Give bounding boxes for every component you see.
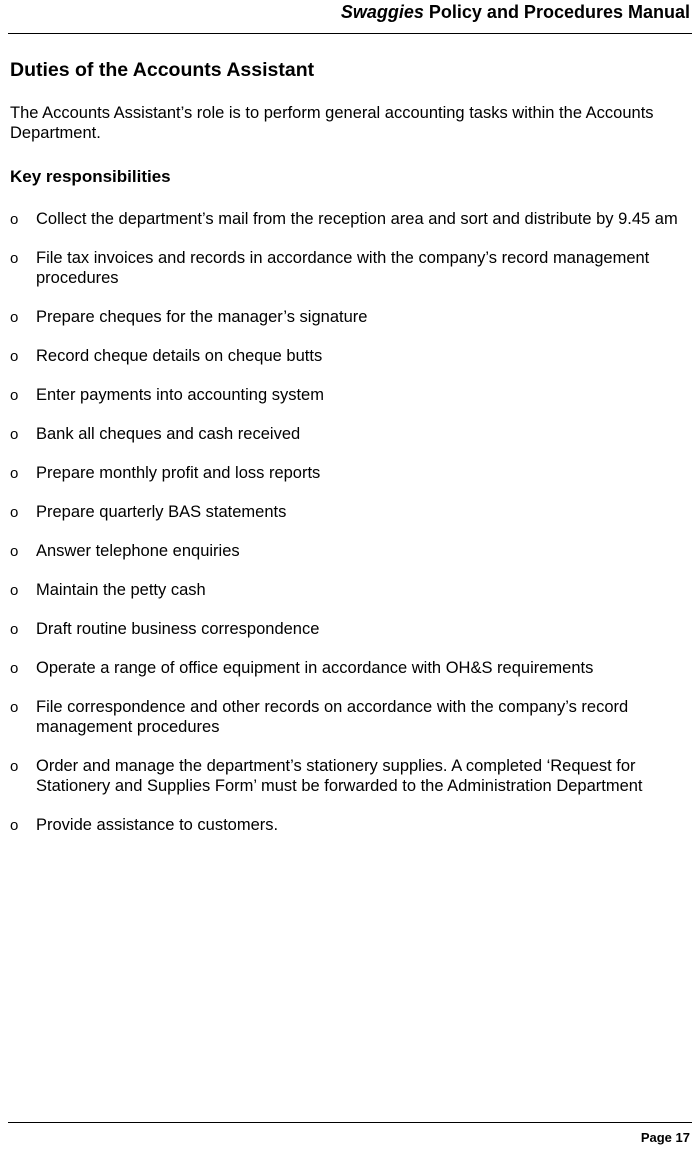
list-item-text: Answer telephone enquiries — [36, 542, 240, 560]
bullet-icon: o — [10, 660, 19, 677]
bullet-icon: o — [10, 504, 19, 521]
list-item — [0, 658, 688, 678]
bullet-icon: o — [10, 387, 19, 404]
bullet-icon: o — [10, 250, 19, 267]
bullet-icon: o — [10, 699, 19, 716]
page-header — [8, 0, 692, 34]
list-item-text: Operate a range of office equipment in accordance with OH&S requirements — [36, 659, 594, 677]
bullet-icon: o — [10, 621, 19, 638]
list-item — [0, 346, 688, 366]
bullet-icon: o — [10, 758, 19, 775]
list-item-text: Collect the department’s mail from the reception area and sort and distribute by 9.45 am — [36, 210, 678, 228]
bullet-icon: o — [10, 211, 19, 228]
list-item — [0, 541, 688, 561]
intro-paragraph: The Accounts Assistant’s role is to perform general accounting tasks within the Accounts Department. — [10, 104, 654, 142]
list-item — [0, 815, 688, 835]
list-item-text: Prepare quarterly BAS statements — [36, 503, 287, 521]
footer-divider — [8, 1122, 692, 1123]
section-heading: Key responsibilities — [10, 167, 171, 186]
page-number: Page 17 — [640, 1130, 690, 1145]
list-item-text: Order and manage the department’s stationery supplies. A completed ‘Request for Stationery and Supplies Form’ must be forwarded to the Administration Department — [36, 757, 643, 795]
list-item — [0, 307, 688, 327]
list-item-text: File correspondence and other records on accordance with the company’s record management procedures — [36, 698, 629, 736]
list-item — [0, 209, 688, 229]
list-item-text: Provide assistance to customers. — [36, 816, 279, 834]
bullet-icon: o — [10, 817, 19, 834]
list-item — [0, 463, 688, 483]
list-item-text: Maintain the petty cash — [36, 581, 206, 599]
list-item-text: Prepare monthly profit and loss reports — [36, 464, 321, 482]
bullet-icon: o — [10, 543, 19, 560]
bullet-icon: o — [10, 348, 19, 365]
list-item — [0, 580, 688, 600]
list-item-text: Prepare cheques for the manager’s signature — [36, 308, 368, 326]
bullet-icon: o — [10, 582, 19, 599]
bullet-icon: o — [10, 426, 19, 443]
brand-name: Swaggies — [340, 2, 424, 22]
list-item — [0, 756, 688, 796]
bullet-icon: o — [10, 465, 19, 482]
list-item — [0, 502, 688, 522]
list-item-text: Bank all cheques and cash received — [36, 425, 301, 443]
list-item — [0, 424, 688, 444]
manual-title — [341, 2, 690, 23]
list-item — [0, 248, 688, 288]
list-item-text: File tax invoices and records in accordance with the company’s record management procedures — [36, 249, 650, 287]
page-title: Duties of the Accounts Assistant — [10, 59, 315, 81]
manual-title-rest: Policy and Procedures Manual — [423, 2, 690, 22]
responsibilities-list — [0, 209, 700, 854]
list-item-text: Record cheque details on cheque butts — [36, 347, 323, 365]
list-item — [0, 385, 688, 405]
bullet-icon: o — [10, 309, 19, 326]
list-item — [0, 697, 688, 737]
list-item-text: Enter payments into accounting system — [36, 386, 324, 404]
list-item-text: Draft routine business correspondence — [36, 620, 320, 638]
list-item — [0, 619, 688, 639]
